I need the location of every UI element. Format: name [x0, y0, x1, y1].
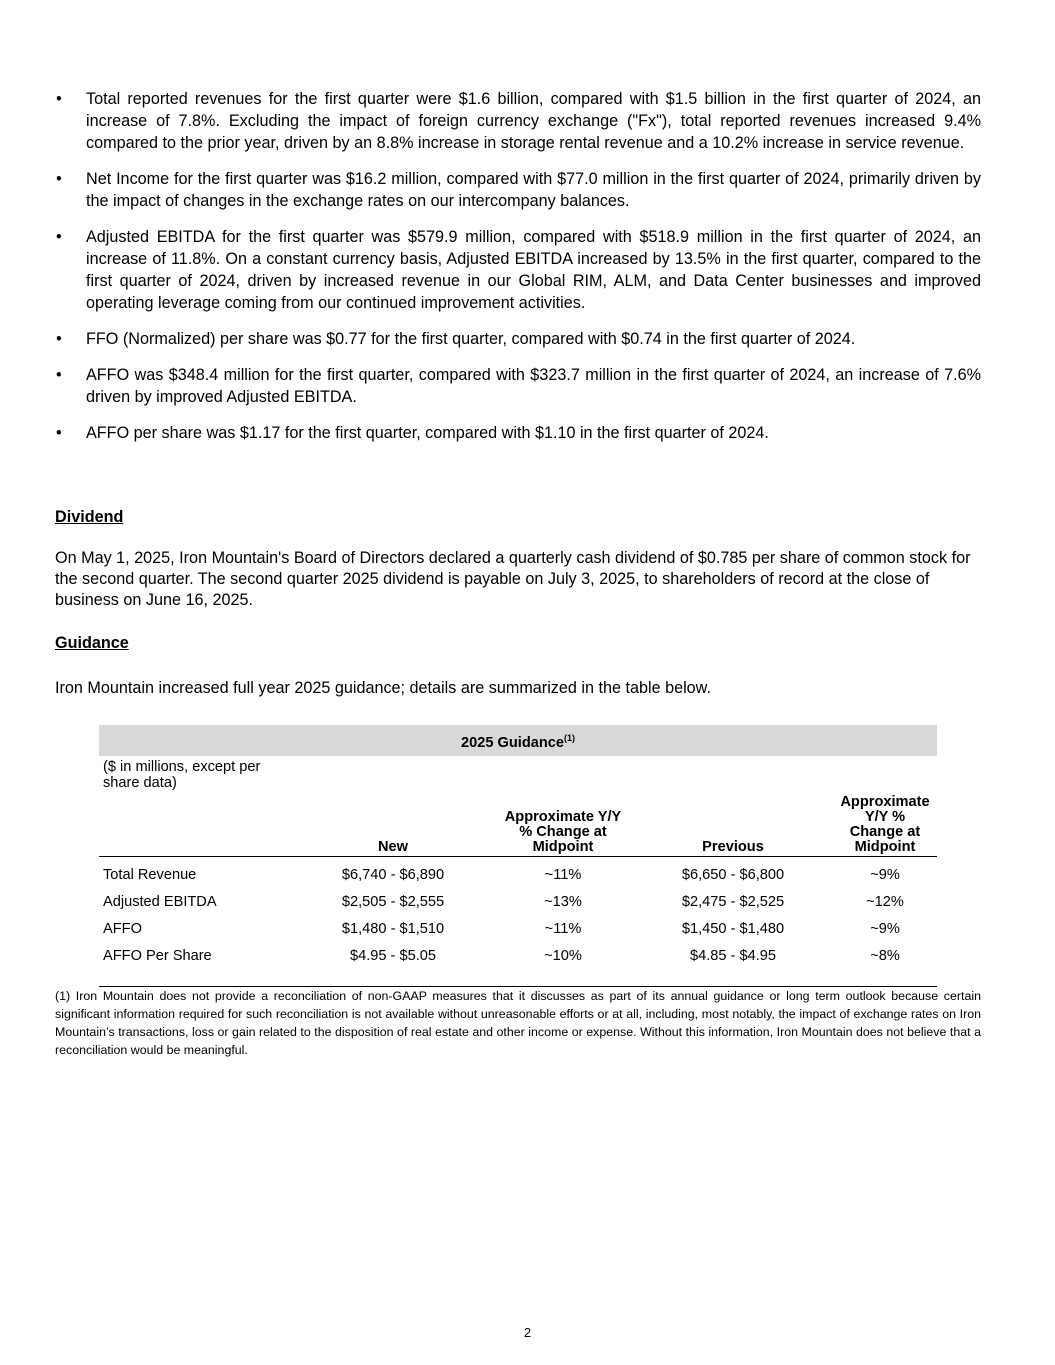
cell-previous-change: ~12% [866, 893, 904, 910]
bullet-marker: • [56, 366, 62, 384]
table-bottom-rule [99, 969, 937, 987]
guidance-intro: Iron Mountain increased full year 2025 guidance; details are summarized in the table below. [55, 679, 711, 697]
row-label: AFFO [103, 920, 142, 937]
cell-new-change: ~10% [544, 947, 582, 964]
dividend-paragraph: On May 1, 2025, Iron Mountain's Board of Directors declared a quarterly cash dividend of $0.785 per share of common stock for the second quarter. The second quarter 2025 dividend is payable on July 3, 2025, to shareholders of record at the close of business on June 16, 2025. [55, 549, 971, 609]
cell-previous: $2,475 - $2,525 [681, 893, 785, 910]
table-header-row [99, 795, 937, 857]
page-number: 2 [523, 1325, 532, 1340]
cell-new-change: ~11% [544, 866, 582, 883]
table-row [99, 915, 937, 942]
bullet-text: FFO (Normalized) per share was $0.77 for the first quarter, compared with $0.74 in the first quarter of 2024. [86, 330, 856, 348]
bullet-marker: • [56, 228, 62, 246]
table-row [99, 942, 937, 969]
dividend-heading: Dividend [55, 508, 124, 526]
bullet-item [55, 364, 981, 408]
bullet-item [55, 328, 981, 350]
bullet-marker: • [56, 424, 62, 442]
bullet-item [55, 88, 981, 154]
cell-previous-change: ~9% [870, 866, 900, 883]
cell-new: $4.95 - $5.05 [349, 947, 436, 964]
cell-previous: $1,450 - $1,480 [681, 920, 785, 937]
bullet-item [55, 422, 981, 444]
column-header-previous: Previous [633, 795, 833, 857]
cell-new-change: ~11% [544, 920, 582, 937]
guidance-table [99, 725, 937, 987]
row-label: Adjusted EBITDA [103, 893, 217, 910]
table-unit-note: ($ in millions, except per share data) [103, 759, 261, 791]
bullet-marker: • [56, 330, 62, 348]
row-label: AFFO Per Share [103, 947, 212, 964]
bullet-text: Adjusted EBITDA for the first quarter was $579.9 million, compared with $518.9 million in the first quarter of 2024, an increase of 11.8%. On a constant currency basis, Adjusted EBITDA increased by 13.5% in the first quarter, compared to the first quarter of 2024, driven by increased revenue in our Global RIM, ALM, and Data Center businesses and improved operating leverage coming from our continued improvement activities. [86, 228, 981, 312]
bullet-text: AFFO was $348.4 million for the first quarter, compared with $323.7 million in the first quarter of 2024, an increase of 7.6% driven by improved Adjusted EBITDA. [86, 366, 981, 406]
bullet-text: Net Income for the first quarter was $16.2 million, compared with $77.0 million in the first quarter of 2024, primarily driven by the impact of changes in the exchange rates on our intercompany balances. [86, 170, 981, 210]
bullet-text: AFFO per share was $1.17 for the first quarter, compared with $1.10 in the first quarter of 2024. [86, 424, 769, 442]
cell-new-change: ~13% [544, 893, 582, 910]
cell-new: $6,740 - $6,890 [341, 866, 445, 883]
column-header-new-change: Approximate Y/Y % Change at Midpoint [493, 795, 633, 857]
bullet-text: Total reported revenues for the first quarter were $1.6 billion, compared with $1.5 billion in the first quarter of 2024, an increase of 7.8%. Excluding the impact of foreign currency exchange ("Fx"), total reported revenues increased 9.4% compared to the prior year, driven by an 8.8% increase in storage rental revenue and a 10.2% increase in service revenue. [86, 90, 981, 152]
table-unit-row [99, 756, 937, 795]
table-title-row [99, 725, 937, 756]
cell-new: $2,505 - $2,555 [341, 893, 445, 910]
table-title [99, 725, 937, 756]
bullet-marker: • [56, 170, 62, 188]
highlights-bullet-list [55, 88, 981, 458]
table-header-empty [99, 795, 293, 857]
cell-previous-change: ~8% [870, 947, 900, 964]
cell-previous-change: ~9% [870, 920, 900, 937]
table-title-text: 2025 Guidance [460, 734, 565, 751]
table-row [99, 888, 937, 915]
guidance-heading: Guidance [55, 634, 129, 652]
table-row [99, 857, 937, 889]
cell-previous: $4.85 - $4.95 [689, 947, 776, 964]
row-label: Total Revenue [103, 866, 197, 883]
guidance-footnote: (1) Iron Mountain does not provide a reconciliation of non-GAAP measures that it discusses as part of its annual guidance or long term outlook because certain significant information required for such reconciliation is not available without unreasonable efforts or at all, including, most notably, the impact of exchange rates on Iron Mountain’s transactions, loss or gain related to the disposition of real estate and other income or expense. Without this information, Iron Mountain does not believe that a reconciliation would be meaningful. [55, 989, 981, 1057]
column-header-new: New [293, 795, 493, 857]
cell-new: $1,480 - $1,510 [341, 920, 445, 937]
bullet-marker: • [56, 90, 62, 108]
cell-previous: $6,650 - $6,800 [681, 866, 785, 883]
column-header-previous-change: Approximate Y/Y % Change at Midpoint [833, 795, 937, 857]
bullet-item [55, 168, 981, 212]
bullet-item [55, 226, 981, 314]
table-title-footnote-ref: (1) [564, 733, 576, 744]
